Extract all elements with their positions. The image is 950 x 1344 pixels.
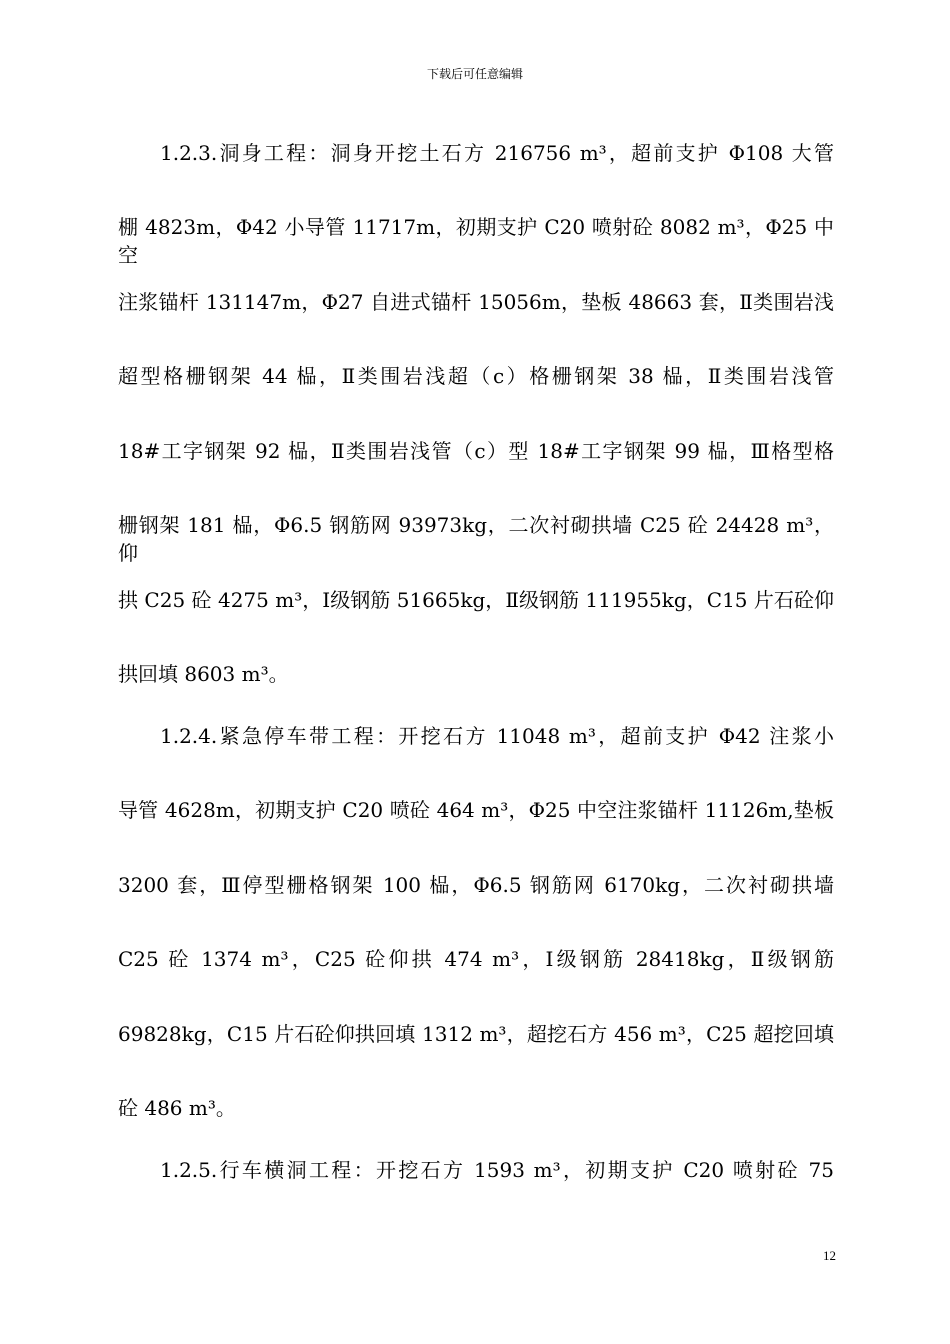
- paragraph-2-line-5: 69828kg，C15 片石砼仰拱回填 1312 m³，超挖石方 456 m³，C25 超挖回填: [118, 1022, 834, 1046]
- paragraph-1-line-4: 超型格栅钢架 44 榀，Ⅱ类围岩浅超（c）格栅钢架 38 榀，Ⅱ类围岩浅管: [118, 364, 834, 388]
- page-number: 12: [823, 1248, 836, 1263]
- paragraph-1-line-1: 1.2.3.洞身工程：洞身开挖土石方 216756 m³，超前支护 Φ108 大管: [160, 141, 834, 165]
- paragraph-1-line-5: 18#工字钢架 92 榀，Ⅱ类围岩浅管（c）型 18#工字钢架 99 榀，Ⅲ格型格: [118, 439, 834, 463]
- paragraph-2-line-3: 3200 套，Ⅲ停型栅格钢架 100 榀，Φ6.5 钢筋网 6170kg，二次衬砌拱墙: [118, 873, 834, 897]
- paragraph-2-line-1: 1.2.4.紧急停车带工程：开挖石方 11048 m³，超前支护 Φ42 注浆小: [160, 724, 834, 748]
- paragraph-1-line-6: 栅钢架 181 榀，Φ6.5 钢筋网 93973kg，二次衬砌拱墙 C25 砼 24428 m³，仰: [118, 513, 834, 565]
- paragraph-2-line-6: 砼 486 m³。: [118, 1096, 236, 1120]
- paragraph-1-line-7: 拱 C25 砼 4275 m³，Ⅰ级钢筋 51665kg，Ⅱ级钢筋 111955kg，C15 片石砼仰: [118, 588, 834, 612]
- paragraph-2-line-2: 导管 4628m，初期支护 C20 喷砼 464 m³，Φ25 中空注浆锚杆 11126m,垫板: [118, 798, 834, 822]
- paragraph-1-line-3: 注浆锚杆 131147m，Φ27 自进式锚杆 15056m，垫板 48663 套，Ⅱ类围岩浅: [118, 290, 834, 314]
- paragraph-3-line-1: 1.2.5.行车横洞工程：开挖石方 1593 m³，初期支护 C20 喷射砼 75: [160, 1158, 834, 1182]
- page-header: 下载后可任意编辑: [426, 67, 523, 81]
- paragraph-1-line-8: 拱回填 8603 m³。: [118, 662, 289, 686]
- paragraph-2-line-4: C25 砼 1374 m³，C25 砼仰拱 474 m³，Ⅰ级钢筋 28418kg，Ⅱ级钢筋: [118, 947, 834, 971]
- paragraph-1-line-2: 棚 4823m，Φ42 小导管 11717m，初期支护 C20 喷射砼 8082 m³，Φ25 中空: [118, 215, 834, 267]
